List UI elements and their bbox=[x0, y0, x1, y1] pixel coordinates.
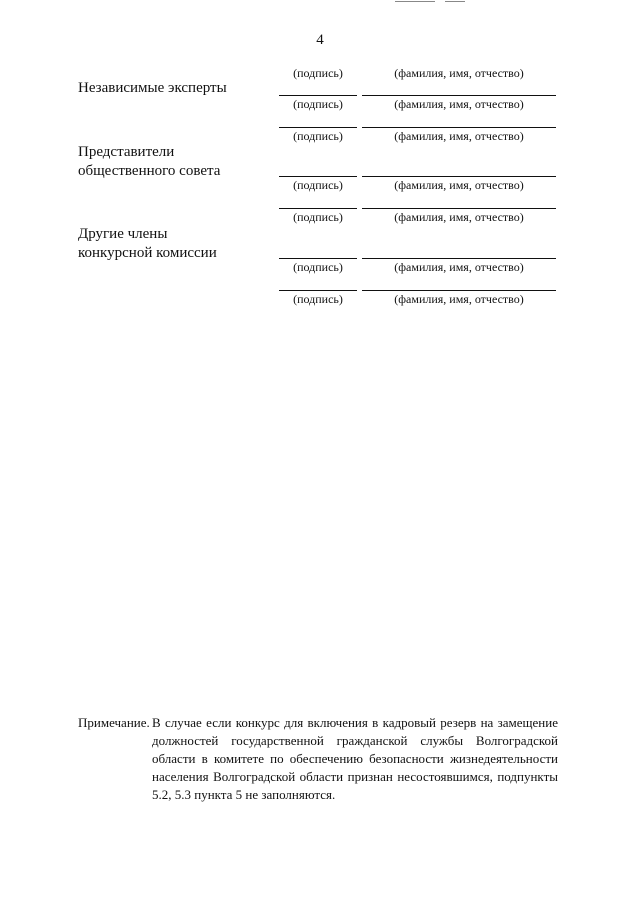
group-label-public-council bbox=[78, 143, 220, 181]
full-name-caption: (фамилия, имя, отчество) bbox=[394, 210, 524, 224]
signature-line bbox=[279, 290, 357, 291]
scan-mark bbox=[445, 1, 465, 2]
group-label-line: общественного совета bbox=[78, 163, 221, 179]
full-name-caption: (фамилия, имя, отчество) bbox=[394, 178, 524, 192]
group-label-other-members bbox=[78, 225, 217, 263]
group-label-line: Представители bbox=[78, 144, 175, 160]
signature-line bbox=[279, 127, 357, 128]
signature-caption: (подпись) bbox=[293, 97, 343, 111]
signature-caption: (подпись) bbox=[293, 260, 343, 274]
full-name-line bbox=[362, 127, 556, 128]
signature-caption: (подпись) bbox=[293, 66, 343, 80]
full-name-caption: (фамилия, имя, отчество) bbox=[394, 66, 524, 80]
full-name-caption: (фамилия, имя, отчество) bbox=[394, 260, 524, 274]
scan-mark bbox=[395, 1, 435, 2]
note-label: Примечание. bbox=[78, 715, 150, 730]
signature-caption: (подпись) bbox=[293, 292, 343, 306]
full-name-line bbox=[362, 290, 556, 291]
signature-caption: (подпись) bbox=[293, 210, 343, 224]
signature-line bbox=[279, 95, 357, 96]
signature-line bbox=[279, 258, 357, 259]
signature-caption: (подпись) bbox=[293, 129, 343, 143]
page-number: 4 bbox=[316, 32, 324, 48]
note-text: В случае если конкурс для включения в кадровый резерв на замещение должностей государственной гражданской службы Волгоградской области в комитете по обеспечению безопасности жизнедеятельности населения Волгоградской области признан несостоявшимся, подпункты 5.2, 5.3 пункта 5 не заполняются. bbox=[152, 715, 558, 802]
signature-caption: (подпись) bbox=[293, 178, 343, 192]
full-name-line bbox=[362, 258, 556, 259]
note bbox=[78, 714, 558, 804]
full-name-line bbox=[362, 176, 556, 177]
group-label-line: конкурсной комиссии bbox=[78, 245, 217, 261]
full-name-line bbox=[362, 208, 556, 209]
full-name-caption: (фамилия, имя, отчество) bbox=[394, 97, 524, 111]
group-label-line: Другие члены bbox=[78, 226, 168, 242]
full-name-caption: (фамилия, имя, отчество) bbox=[394, 292, 524, 306]
full-name-line bbox=[362, 95, 556, 96]
full-name-caption: (фамилия, имя, отчество) bbox=[394, 129, 524, 143]
signature-line bbox=[279, 208, 357, 209]
group-label-independent-experts: Независимые эксперты bbox=[78, 80, 227, 96]
signature-line bbox=[279, 176, 357, 177]
